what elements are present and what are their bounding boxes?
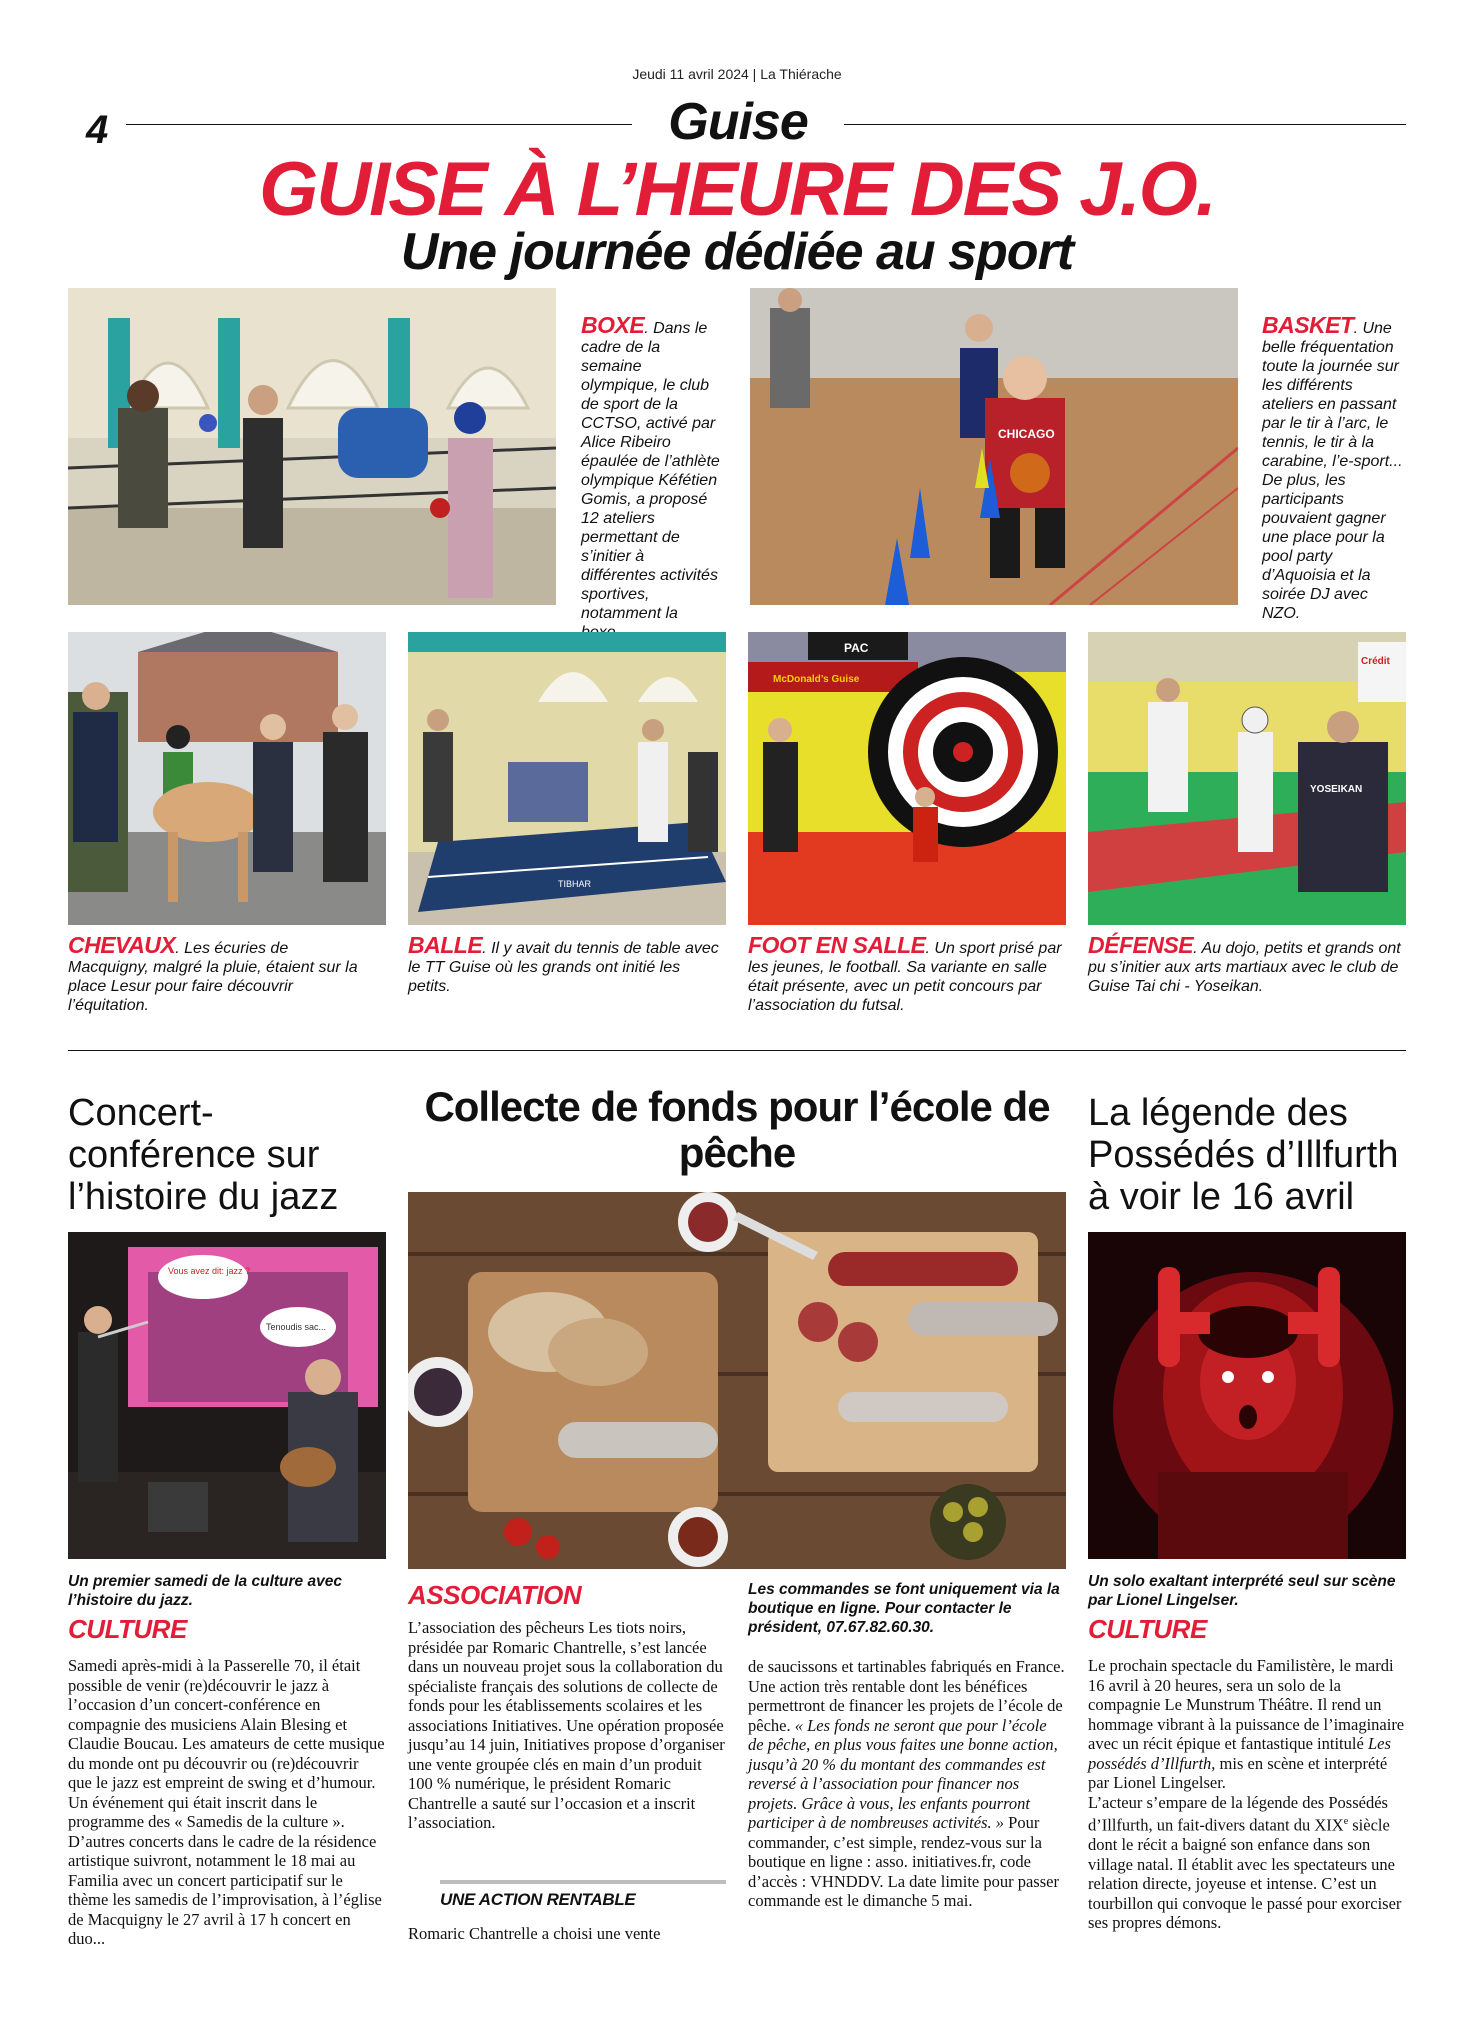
caption-defense [1088, 932, 1406, 996]
legende-century-sup: e [1343, 1816, 1349, 1827]
indoor-football-photo [748, 632, 1066, 925]
speech-bubble-left: Vous avez dit: jazz ? [168, 1266, 251, 1276]
caption-boxe [581, 312, 721, 642]
caption-keyword: BALLE [408, 932, 483, 958]
peche-col1-tail: Romaric Chantrelle a choisi une vente [408, 1924, 661, 1943]
caption-basket [1262, 312, 1408, 623]
peche-col2-intro: de saucissons et tartinables fabriqués en France. Une action très rentable dont les bénéfices permettront de financer les projets de l’école de pêche. [748, 1657, 1065, 1735]
table-brand-text: TIBHAR [558, 879, 592, 889]
subheadline: Une journée dédiée au sport [400, 223, 1074, 281]
peche-title: Collecte de fonds pour l’école de pêche [424, 1083, 1050, 1176]
dojo-shirt-text: YOSEIKAN [1310, 784, 1363, 795]
page-number: 4 [86, 108, 109, 152]
table-tennis-photo [408, 632, 726, 925]
caption-text: . Les écuries de Macquigny, malgré la pluie, étaient sur la place Lesur pour faire découvrir l’équitation. [68, 940, 358, 1014]
intertitle-rule [440, 1880, 726, 1884]
caption-keyword: BASKET [1262, 312, 1354, 338]
actor-photo [1088, 1232, 1406, 1559]
caption-keyword: BOXE [581, 312, 645, 338]
legende-photo-caption: Un solo exaltant interprété seul sur scène par Lionel Lingelser. [1088, 1573, 1396, 1609]
shirt-text: CHICAGO [998, 427, 1055, 441]
peche-col1-body: L’association des pêcheurs Les tiots noirs, présidée par Romaric Chantrelle, s’est lancée dans un nouveau projet sous la collaboration du spécialiste français des solutions de collecte de fonds pour les établissements scolaires et les associations Initiatives. Une opération proposée jusqu’au 14 juin, Initiatives propose d’organiser une vente groupée clés en main d’un produit 100 % numérique, le président Romaric Chantrelle a sauté sur l’occasion et a inscrit l’association. [408, 1618, 725, 1832]
dateline: Jeudi 11 avril 2024 | La Thiérache [632, 66, 842, 82]
caption-keyword: DÉFENSE [1088, 932, 1194, 958]
dojo-banner-text: Crédit [1361, 656, 1390, 667]
jazz-rubric: CULTURE [68, 1614, 187, 1644]
peche-col2-body [748, 1657, 1066, 1911]
header-rule-left [126, 124, 632, 125]
caption-chevaux [68, 932, 368, 1015]
legende-rubric: CULTURE [1088, 1614, 1207, 1644]
peche-col2-outro: Pour commander, c’est simple, rendez-vous sur la boutique en ligne : asso. initiatives.fr, code d’accès : VHNDDV. La date limite pour passer commande est le dimanche 5 mai. [748, 1813, 1059, 1910]
headline: GUISE À L’HEURE DES J.O. [259, 147, 1215, 232]
pac-sign: PAC [844, 641, 869, 655]
basketball-photo [750, 288, 1238, 605]
section-divider [68, 1050, 1406, 1051]
caption-text: . Dans le cadre de la semaine olympique, le club de sport de la CCTSO, activé par Alice Ribeiro épaulée de l’athlète olympique Kéfétien Gomis, a proposé 12 ateliers permettant de s’initier à différentes activités sportives, notamment la [581, 320, 720, 622]
caption-text: . Une belle fréquentation toute la journée sur les différents ateliers en passant par le tir à l’arc, le tennis, le tir à la carabine, l’e-sport... De plus, les participants pouvaient gagner une place pour la pool party d’Aquoisia et la soirée DJ avec NZO. [1262, 320, 1403, 622]
legende-body-a: Le prochain spectacle du Familistère, le mardi 16 avril à 20 heures, sera un solo de la compagnie Le Munstrum Théâtre. Il rend un hommage vibrant à la puissance de l’imaginaire avec un récit épique et fantastique intitulé [1088, 1656, 1405, 1753]
peche-col2-quote: « Les fonds ne seront que pour l’école de pêche, en plus vous faites une bonne action, jusqu’à 20 % du montant des commandes est reversé à l’association pour financer nos projets. Grâce à vous, les enfants pourront participer à de nombreuses activités. » [748, 1715, 1058, 1832]
caption-text: . Au dojo, petits et grands ont pu s’initier aux arts martiaux avec le club de Guise Tai chi - Yoseikan. [1088, 940, 1401, 995]
legende-body-b: , mis en scène et interprété par Lionel Lingelser. [1088, 1753, 1388, 1792]
jazz-concert-photo [68, 1232, 386, 1559]
caption-foot [748, 932, 1064, 1015]
caption-keyword: CHEVAUX [68, 932, 176, 958]
speech-bubble-right: Tenoudis sac... [266, 1322, 327, 1332]
legende-body-c1: L’acteur s’empare de la légende des Possédés d’Illfurth, un fait-divers datant du XIX [1088, 1792, 1388, 1835]
section-title: Guise [668, 93, 808, 151]
martial-arts-photo [1088, 632, 1406, 925]
jazz-title: Concert-conférence sur l’histoire du jazz [68, 1092, 339, 1218]
caption-text: . Un sport prisé par les jeunes, le football. Sa variante en salle était présente, avec un petit concours par l’association du futsal. [748, 940, 1062, 1014]
peche-intertitle: UNE ACTION RENTABLE [440, 1890, 636, 1909]
peche-rubric: ASSOCIATION [408, 1580, 582, 1610]
caption-keyword: FOOT EN SALLE [748, 932, 926, 958]
horse-riding-photo [68, 632, 386, 925]
caption-balle [408, 932, 722, 996]
peche-photo-caption: Les commandes se font uniquement via la boutique en ligne. Pour contacter le président, 07.67.82.60.30. [748, 1581, 1060, 1636]
charcuterie-photo [408, 1192, 1066, 1569]
caption-text: . Il y avait du tennis de table avec le TT Guise où les grands ont initié les petits. [408, 940, 719, 995]
boxing-photo [68, 288, 556, 605]
legende-show-title: Les possédés d’Illfurth [1088, 1734, 1391, 1773]
jazz-body: Samedi après-midi à la Passerelle 70, il était possible de venir (re)découvrir le jazz à l’occasion d’un concert-conférence en compagnie des musiciens Alain Blesing et Claudie Boucau. Les amateurs de cette musique du monde ont pu découvrir ou (re)découvrir que le jazz est empreint de swing et d’humour. Un événement qui était inscrit dans le programme des « Samedis de la culture ». D’autres concerts dans le cadre de la résidence artistique suivront, notamment le 18 mai au Familia avec un concert participatif sur le thème les samedis de l’improvisation, à l’église de Macquigny le 27 avril à 17 h concert en duo... [68, 1656, 385, 1948]
legende-title: La légende des Possédés d’Illfurth à voir le 16 avril [1088, 1092, 1399, 1218]
sponsor-banner: McDonald’s Guise [773, 674, 860, 685]
jazz-photo-caption: Un premier samedi de la culture avec l’histoire du jazz. [68, 1573, 342, 1609]
legende-body [1088, 1656, 1406, 1933]
header-rule-right [844, 124, 1406, 125]
legende-body-c2: siècle dont le récit a baigné son enfance dans son village natal. Il établit avec les spectateurs une relation directe, joyeuse et intense. C’est un tourbillon qui convoque le passé pour exorciser ses propres démons. [1088, 1815, 1402, 1932]
